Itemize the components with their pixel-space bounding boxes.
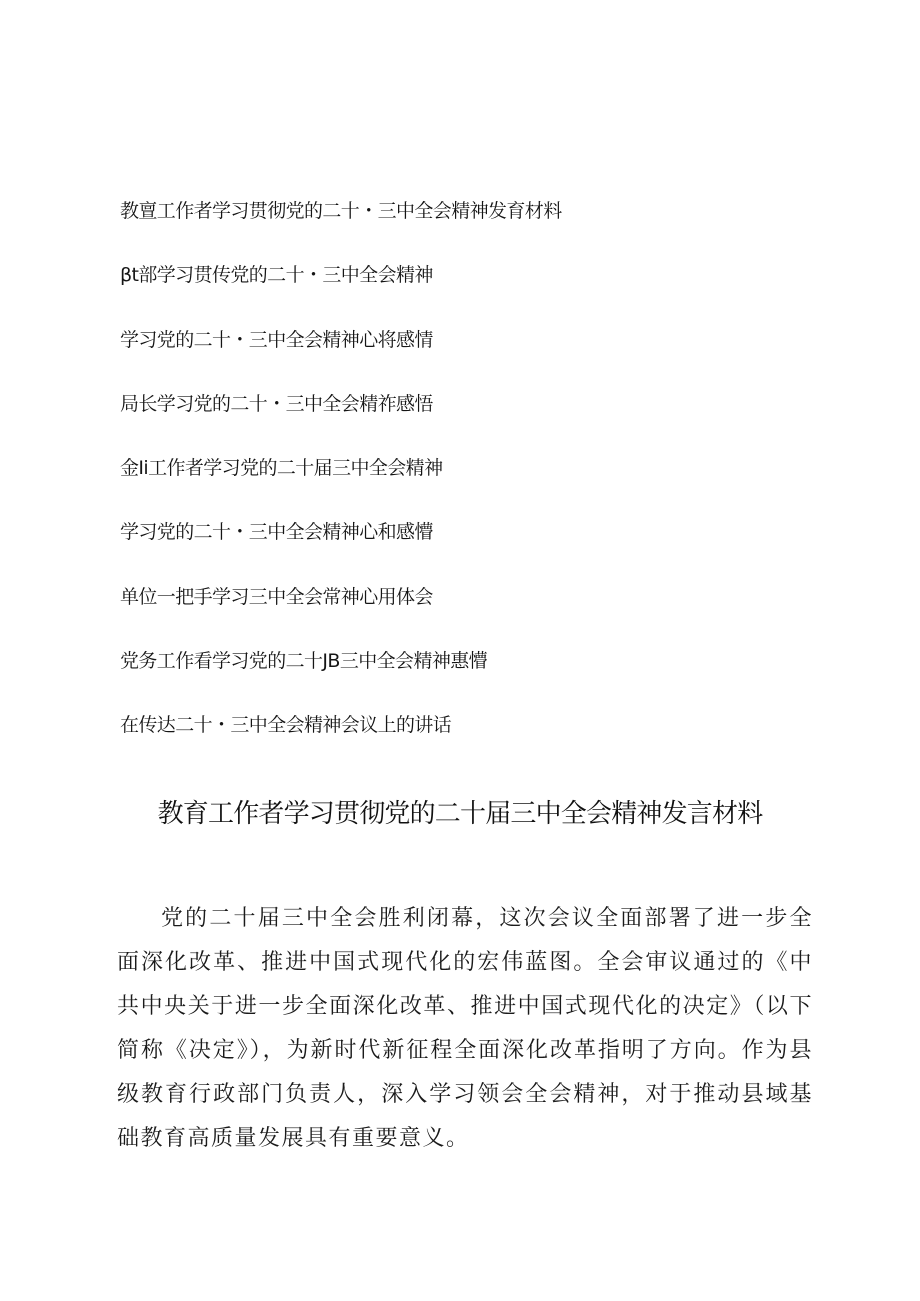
toc-item-6[interactable]: 学习党的二十・三中全会精神心和感懵	[120, 521, 433, 544]
toc-item-2[interactable]: βt部学习贯传党的二十・三中全会精神	[120, 264, 433, 287]
toc-item-5[interactable]: 金Ii工作者学习党的二十届三中全会精神	[120, 457, 443, 480]
toc-item-8[interactable]: 党务工作看学习党的二十JB三中全会精神惠懵	[120, 650, 488, 673]
toc-item-7[interactable]: 单位一把手学习三中全会常神心用体会	[120, 585, 433, 608]
body-paragraph: 党的二十届三中全会胜利闭幕，这次会议全面部署了进一步全面深化改革、推进中国式现代化的宏伟蓝图。全会审议通过的《中共中央关于进一步全面深化改革、推进中国式现代化的决定》（以下简称《决定》），为新时代新征程全面深化改革指明了方向。作为县级教育行政部门负责人，深入学习领会全会精神，对于推动县域基础教育高质量发展具有重要意义。	[117, 906, 813, 1151]
toc-item-9[interactable]: 在传达二十・三中全会精神会议上的讲话	[120, 714, 452, 737]
document-title: 教育工作者学习贯彻党的二十届三中全会精神发言材料	[157, 799, 763, 829]
toc-item-4[interactable]: 局长学习党的二十・三中全会精祚感悟	[120, 392, 433, 415]
toc-item-1[interactable]: 教亶工作者学习贯彻党的二十・三中全会精神发育材料	[120, 200, 562, 222]
toc-item-3[interactable]: 学习党的二十・三中全会精神心将感情	[120, 328, 433, 351]
table-of-contents	[120, 195, 840, 774]
